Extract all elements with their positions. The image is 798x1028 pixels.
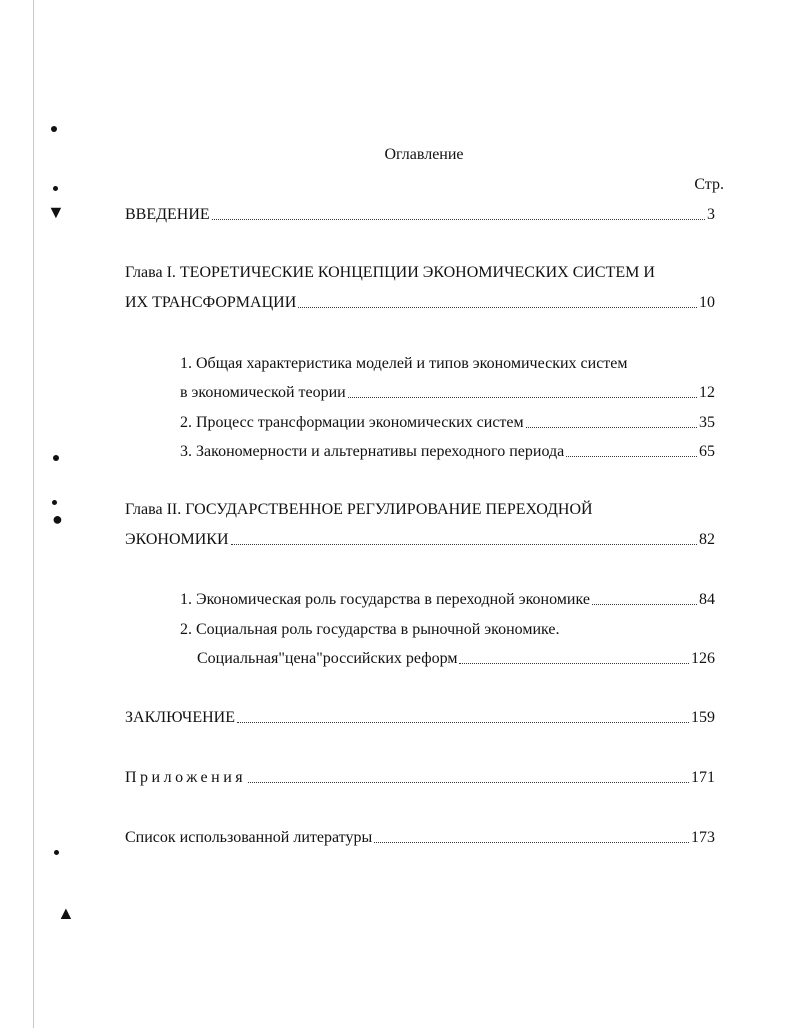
toc-leader-dots	[459, 663, 689, 664]
toc-leader-dots	[592, 604, 697, 605]
toc-entry-label: 2. Процесс трансформации экономических систем	[180, 414, 524, 431]
toc-entry-section-2-2[interactable]	[197, 650, 715, 668]
toc-entry-chapter1[interactable]	[125, 294, 715, 312]
toc-leader-dots	[348, 397, 697, 398]
scan-blot: ▼	[47, 202, 65, 222]
scan-blot: ●	[52, 509, 63, 529]
toc-section-1-1-line1: 1. Общая характеристика моделей и типов экономических систем	[180, 355, 628, 372]
toc-entry-appendix[interactable]	[125, 769, 715, 787]
toc-entry-page: 126	[691, 650, 715, 667]
toc-entry-page: 159	[691, 709, 715, 726]
toc-leader-dots	[237, 722, 689, 723]
toc-leader-dots	[526, 427, 697, 428]
toc-entry-section-1-3[interactable]	[180, 443, 715, 461]
toc-title: Оглавление	[384, 146, 464, 163]
toc-leader-dots	[298, 307, 697, 308]
page-column-header: Стр.	[694, 176, 724, 193]
toc-chapter1-line1: Глава I. ТЕОРЕТИЧЕСКИЕ КОНЦЕПЦИИ ЭКОНОМИЧЕСКИХ СИСТЕМ И	[125, 264, 655, 281]
scan-speck	[52, 500, 57, 505]
toc-entry-bibliography[interactable]	[125, 829, 715, 847]
toc-entry-page: 12	[699, 384, 715, 401]
toc-chapter2-line1: Глава II. ГОСУДАРСТВЕННОЕ РЕГУЛИРОВАНИЕ ПЕРЕХОДНОЙ	[125, 501, 593, 518]
toc-entry-label: ЭКОНОМИКИ	[125, 531, 229, 548]
toc-entry-label: ЗАКЛЮЧЕНИЕ	[125, 709, 235, 726]
toc-entry-label: 1. Экономическая роль государства в переходной экономике	[180, 591, 590, 608]
toc-entry-label: в экономической теории	[180, 384, 346, 401]
toc-entry-page: 171	[691, 769, 715, 786]
toc-entry-label: 3. Закономерности и альтернативы переходного периода	[180, 443, 565, 460]
toc-entry-page: 3	[707, 206, 715, 223]
toc-entry-page: 10	[699, 294, 715, 311]
toc-entry-page: 82	[699, 531, 715, 548]
scan-speck	[53, 455, 59, 461]
toc-entry-section-1-1[interactable]	[180, 384, 715, 402]
toc-entry-label: ИХ ТРАНСФОРМАЦИИ	[125, 294, 297, 311]
toc-entry-section-1-2[interactable]	[180, 414, 715, 432]
toc-leader-dots	[374, 842, 689, 843]
scan-blot: ▲	[57, 903, 75, 923]
toc-entry-label: Социальная"цена"российских реформ	[197, 650, 458, 667]
toc-entry-label: ВВЕДЕНИЕ	[125, 206, 210, 223]
toc-entry-page: 84	[699, 591, 715, 608]
toc-entry-section-2-1[interactable]	[180, 591, 715, 609]
toc-leader-dots	[231, 544, 697, 545]
scan-speck	[51, 126, 57, 132]
toc-entry-conclusion[interactable]	[125, 709, 715, 727]
toc-entry-page: 65	[699, 443, 715, 460]
toc-entry-page: 35	[699, 414, 715, 431]
toc-entry-label: Приложения	[125, 769, 247, 786]
toc-entry-chapter2[interactable]	[125, 531, 715, 549]
toc-entry-page: 173	[691, 829, 715, 846]
scan-speck	[54, 850, 59, 855]
toc-leader-dots	[212, 219, 705, 220]
toc-section-2-2-line1: 2. Социальная роль государства в рыночной экономике.	[180, 621, 560, 638]
toc-leader-dots	[566, 456, 697, 457]
toc-entry-intro[interactable]	[125, 206, 715, 224]
toc-entry-label: Список использованной литературы	[125, 829, 373, 846]
scan-speck	[53, 186, 58, 191]
toc-leader-dots	[248, 782, 689, 783]
